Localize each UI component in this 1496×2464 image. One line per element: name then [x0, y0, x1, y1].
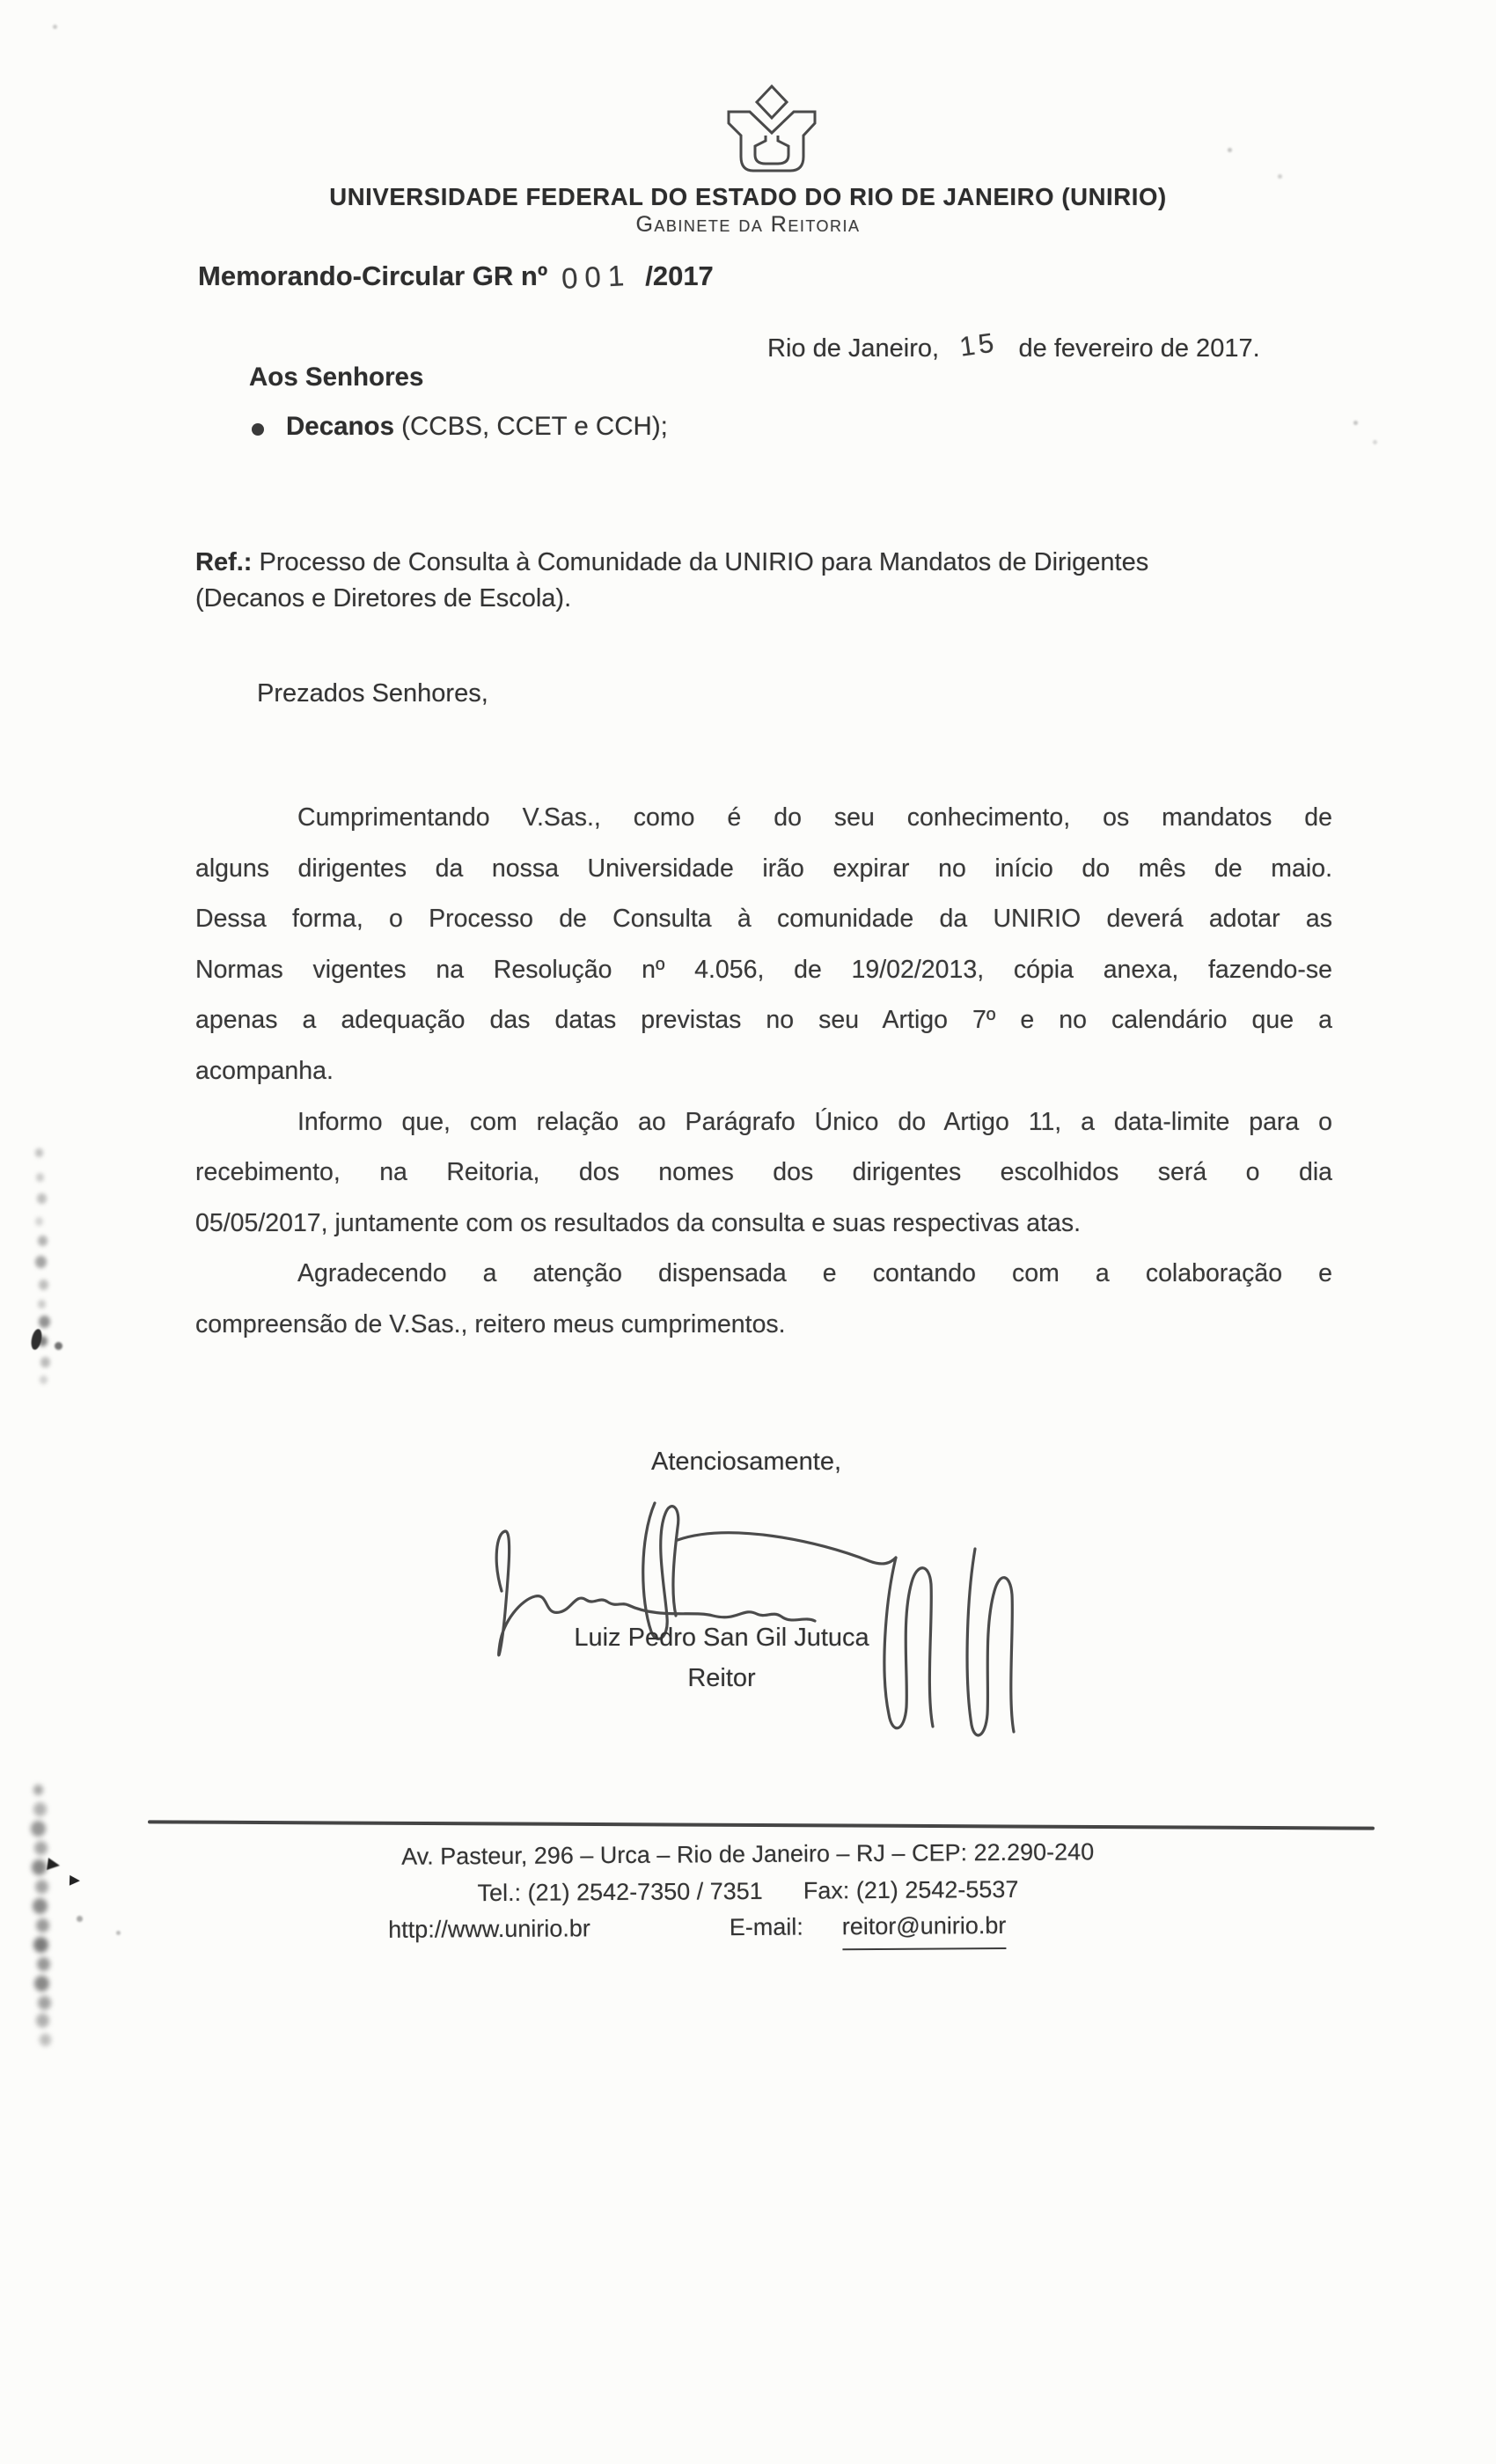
scan-specks — [53, 25, 57, 29]
recipient-item — [252, 412, 668, 442]
dateline-day-handwritten: 15 — [957, 326, 1000, 363]
footer-address: Av. Pasteur, 296 – Urca – Rio de Janeiro – RJ – CEP: 22.290-240 — [401, 1838, 1095, 1870]
footer-spacer — [629, 1910, 691, 1951]
body-line: Agradecendo a atenção dispensada e contando com a colaboração e — [297, 1259, 1332, 1288]
letter-body — [195, 793, 1332, 1351]
office-name: Gabinete da Reitoria — [635, 212, 861, 237]
body-line: Dessa forma, o Processo de Consulta à comunidade da UNIRIO deverá adotar as — [195, 905, 1332, 934]
footer-email-label: E-mail: — [729, 1913, 803, 1941]
memo-label-prefix: Memorando-Circular GR nº — [198, 260, 548, 291]
footer-block — [185, 1833, 1312, 1954]
body-line: Cumprimentando V.Sas., como é do seu conhecimento, os mandatos de — [297, 803, 1332, 832]
scan-arrow-mark — [47, 1858, 61, 1872]
reference-line1 — [195, 545, 1336, 581]
footer-fax: Fax: (21) 2542-5537 — [803, 1875, 1019, 1904]
scan-smudge-lower — [33, 1785, 43, 1795]
unirio-logo-icon — [720, 83, 822, 178]
bullet-icon — [252, 423, 264, 436]
scan-arrow-mark — [70, 1875, 80, 1886]
footer-phone: Tel.: (21) 2542-7350 / 7351 — [477, 1877, 763, 1906]
recipients-heading: Aos Senhores — [249, 363, 424, 392]
dateline-suffix: de fevereiro de 2017. — [1018, 334, 1260, 363]
footer-website: http://www.unirio.br — [388, 1915, 590, 1943]
footer-web-email — [134, 1906, 1260, 1954]
logo-inner-cup — [755, 136, 788, 164]
signer-name: Luiz Pedro San Gil Jutuca — [574, 1624, 869, 1652]
logo-body — [729, 112, 815, 171]
dateline-prefix: Rio de Janeiro, — [767, 334, 940, 363]
body-line: 05/05/2017, juntamente com os resultados da consulta e suas respectivas atas. — [195, 1208, 1082, 1237]
scan-ink-mark — [30, 1328, 44, 1351]
memo-number-line — [198, 258, 714, 296]
body-line: compreensão de V.Sas., reitero meus cumprimentos. — [195, 1309, 786, 1338]
body-line: recebimento, na Reitoria, dos nomes dos dirigentes escolhidos será o dia — [195, 1158, 1332, 1187]
footer-email: reitor@unirio.br — [842, 1908, 1007, 1950]
university-name: UNIVERSIDADE FEDERAL DO ESTADO DO RIO DE JANEIRO (UNIRIO) — [329, 183, 1167, 210]
reference-block — [195, 545, 1336, 617]
dateline — [767, 326, 1260, 363]
recipient-text — [286, 412, 668, 442]
memo-number-handwritten: 001 — [561, 258, 633, 296]
body-line: apenas a adequação das datas previstas no seu Artigo 7º e no calendário que a — [195, 1006, 1332, 1035]
body-line: Informo que, com relação ao Parágrafo Único do Artigo 11, a data-limite para o — [297, 1107, 1332, 1136]
recipient-bold: Decanos — [286, 412, 394, 441]
reference-line1-rest: Processo de Consulta à Comunidade da UNIRIO para Mandatos de Dirigentes — [252, 548, 1149, 576]
logo-diamond — [757, 86, 787, 118]
scan-ink-dot — [55, 1342, 62, 1350]
signature — [482, 1487, 1054, 1753]
body-line: alguns dirigentes da nossa Universidade irão expirar no início do mês de maio. — [195, 854, 1332, 883]
body-line: acompanha. — [195, 1056, 334, 1085]
reference-label: Ref.: — [195, 548, 253, 576]
reference-line2: (Decanos e Diretores de Escola). — [195, 584, 572, 612]
signer-title: Reitor — [687, 1664, 756, 1692]
scan-smudge-upper — [35, 1148, 43, 1157]
memo-label-suffix: /2017 — [645, 260, 714, 291]
body-line: Normas vigentes na Resolução nº 4.056, de 19/02/2013, cópia anexa, fazendo-se — [195, 955, 1332, 984]
recipient-rest: (CCBS, CCET e CCH); — [393, 412, 668, 441]
valediction: Atenciosamente, — [651, 1448, 842, 1476]
salutation: Prezados Senhores, — [257, 679, 488, 708]
footer-divider — [148, 1820, 1375, 1830]
